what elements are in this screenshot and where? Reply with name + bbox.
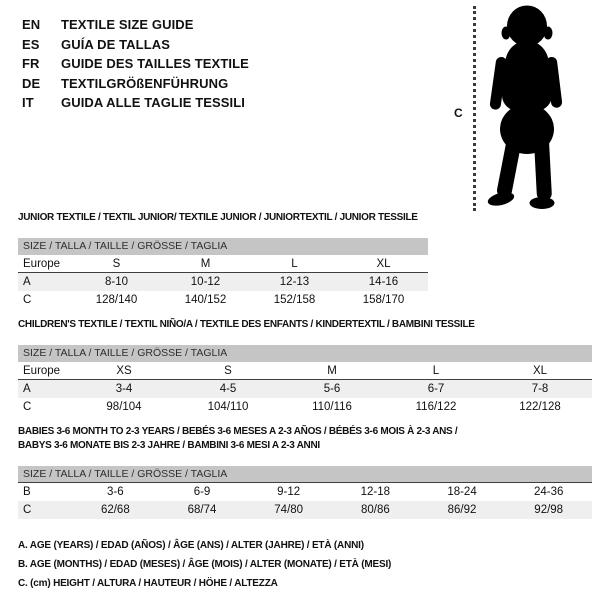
language-title: GUIDE DES TAILLES TEXTILE: [61, 56, 249, 71]
table-row-europe: [18, 255, 428, 273]
value-cell: 18-24: [447, 486, 477, 498]
size-cell: S: [224, 365, 232, 377]
table-row-age: [18, 380, 592, 398]
value-cell: 158/170: [362, 294, 405, 306]
value-cell: 62/68: [100, 504, 130, 516]
language-code: IT: [22, 95, 34, 110]
value-cell: 6-7: [427, 383, 445, 395]
legend-line-a: A. AGE (YEARS) / EDAD (AÑOS) / ÂGE (ANS) / ALTER (JAHRE) / ETÀ (ANNI): [18, 540, 364, 551]
value-cell: 116/122: [415, 401, 457, 413]
language-code: DE: [22, 75, 41, 91]
size-cell: XS: [116, 365, 132, 377]
children-size-table: [18, 345, 592, 416]
measure-legend: [18, 536, 391, 593]
value-cell: 3-4: [115, 383, 133, 395]
legend-line-b: B. AGE (MONTHS) / EDAD (MESES) / ÂGE (MOIS) / ALTER (MONATE) / ETÀ (MESI): [18, 559, 392, 570]
value-cell: 86/92: [447, 504, 477, 516]
children-textile-section: [18, 318, 592, 416]
value-cell: 92/98: [534, 504, 564, 516]
language-title: GUÍA DE TALLAS: [61, 36, 171, 52]
row-label: Europe: [23, 365, 61, 377]
row-label: A: [23, 383, 31, 395]
value-cell: 10-12: [190, 276, 221, 288]
junior-size-table: [18, 238, 428, 309]
size-cell: S: [112, 258, 121, 270]
language-title: TEXTILE SIZE GUIDE: [61, 17, 194, 32]
language-row-en: [22, 15, 249, 35]
language-row-es: [22, 35, 249, 55]
babies-textile-section: [18, 425, 592, 519]
value-cell: 128/140: [95, 294, 138, 306]
table-row-height: [18, 398, 592, 416]
language-title-list: [22, 15, 249, 113]
table-row-height: [18, 291, 428, 309]
row-label: B: [23, 486, 31, 498]
table-row-europe: [18, 362, 592, 380]
value-cell: 5-6: [323, 383, 341, 395]
value-cell: 12-13: [279, 276, 310, 288]
value-cell: 110/116: [312, 401, 352, 413]
child-silhouette-image: [482, 3, 576, 211]
size-header-bar: SIZE / TALLA / TAILLE / GRÖSSE / TAGLIA: [18, 238, 428, 255]
table-row-height: [18, 501, 592, 519]
height-measure-label: C: [454, 106, 463, 120]
babies-title-line2: BABYS 3-6 MONATE BIS 2-3 JAHRE / BAMBINI 3-6 MESI A 2-3 ANNI: [18, 440, 320, 451]
language-code: ES: [22, 36, 40, 52]
value-cell: 68/74: [187, 504, 217, 516]
size-cell: M: [327, 365, 337, 377]
value-cell: 12-18: [360, 486, 391, 498]
legend-line-c: C. (cm) HEIGHT / ALTURA / HAUTEUR / HÖHE / ALTEZZA: [18, 578, 278, 589]
value-cell: 14-16: [368, 276, 399, 288]
value-cell: 80/86: [360, 504, 390, 516]
language-code: FR: [22, 56, 40, 71]
value-cell: 6-9: [193, 486, 211, 498]
language-title: GUIDA ALLE TAGLIE TESSILI: [61, 95, 246, 110]
babies-size-table: [18, 466, 592, 519]
size-cell: M: [200, 258, 211, 270]
value-cell: 24-36: [533, 486, 564, 498]
value-cell: 7-8: [531, 383, 549, 395]
language-row-fr: [22, 54, 249, 74]
babies-title-line1: BABIES 3-6 MONTH TO 2-3 YEARS / BEBÉS 3-6 MESES A 2-3 AÑOS / BÉBÉS 3-6 MOIS À 2-3 ANS /: [18, 426, 458, 437]
value-cell: 122/128: [519, 401, 561, 413]
row-label: A: [23, 276, 31, 288]
table-row-age: [18, 273, 428, 291]
row-label: Europe: [23, 258, 61, 270]
junior-table-title: JUNIOR TEXTILE / TEXTIL JUNIOR/ TEXTILE JUNIOR / JUNIORTEXTIL / JUNIOR TESSILE: [18, 212, 418, 223]
value-cell: 104/110: [207, 401, 249, 413]
value-cell: 140/152: [184, 294, 227, 306]
language-row-de: [22, 74, 249, 94]
size-cell: XL: [532, 365, 548, 377]
row-label: C: [23, 504, 32, 516]
children-table-title: CHILDREN'S TEXTILE / TEXTIL NIÑO/A / TEXTILE DES ENFANTS / KINDERTEXTIL / BAMBINI TESSILE: [18, 319, 475, 330]
value-cell: 9-12: [277, 486, 301, 498]
height-measure-dotted-line: [473, 6, 476, 211]
value-cell: 4-5: [219, 383, 237, 395]
row-label: C: [23, 294, 32, 306]
babies-table-title: [18, 425, 592, 453]
value-cell: 74/80: [274, 504, 304, 516]
language-code: EN: [22, 17, 41, 32]
junior-textile-section: [18, 211, 428, 309]
language-title: TEXTILGRÖßENFÜHRUNG: [61, 75, 229, 91]
value-cell: 8-10: [104, 276, 129, 288]
size-header-bar: SIZE / TALLA / TAILLE / GRÖSSE / TAGLIA: [18, 466, 592, 483]
value-cell: 3-6: [107, 486, 124, 498]
size-cell: L: [291, 258, 298, 270]
size-cell: L: [432, 365, 440, 377]
value-cell: 152/158: [273, 294, 316, 306]
row-label: C: [23, 401, 32, 413]
value-cell: 98/104: [106, 401, 142, 413]
language-row-it: [22, 93, 249, 113]
size-header-bar: SIZE / TALLA / TAILLE / GRÖSSE / TAGLIA: [18, 345, 592, 362]
size-cell: XL: [376, 258, 391, 270]
table-row-age-months: [18, 483, 592, 501]
figure-area: [440, 0, 600, 220]
